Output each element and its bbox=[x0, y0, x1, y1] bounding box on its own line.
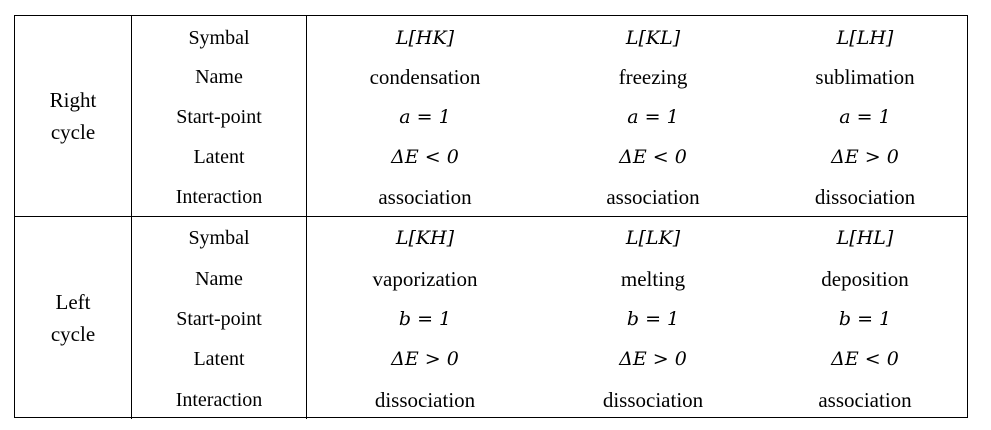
cell-symbol: L[LH] bbox=[836, 27, 894, 49]
row-label-symbol: Symbal bbox=[188, 26, 250, 49]
left-latent-row bbox=[307, 339, 967, 379]
right-start-row bbox=[307, 97, 967, 137]
cell-latent: ΔE > 0 bbox=[391, 348, 459, 370]
row-label-start-point: Start-point bbox=[176, 307, 262, 330]
cell-start-point: b = 1 bbox=[626, 308, 680, 330]
cell-latent: ΔE < 0 bbox=[391, 146, 459, 168]
right-cycle-property-labels bbox=[132, 16, 307, 216]
left-cycle-label bbox=[15, 217, 132, 419]
right-symbol-row bbox=[307, 18, 967, 58]
row-label-latent: Latent bbox=[193, 145, 245, 168]
left-cycle-property-labels bbox=[132, 217, 307, 419]
row-label-interaction: Interaction bbox=[175, 185, 263, 208]
cell-start-point: a = 1 bbox=[839, 106, 891, 128]
right-cycle-label-line2: cycle bbox=[50, 120, 96, 144]
cell-start-point: a = 1 bbox=[399, 106, 451, 128]
cell-latent: ΔE > 0 bbox=[831, 146, 899, 168]
cell-start-point: b = 1 bbox=[398, 308, 452, 330]
cell-latent: ΔE < 0 bbox=[619, 146, 687, 168]
cell-name: vaporization bbox=[372, 266, 478, 291]
cell-interaction: association bbox=[378, 184, 472, 209]
row-label-symbol: Symbal bbox=[188, 226, 250, 249]
right-cycle-label-line1: Right bbox=[49, 88, 97, 112]
cell-interaction: association bbox=[818, 387, 912, 412]
cell-interaction: dissociation bbox=[602, 387, 704, 412]
cell-name: condensation bbox=[369, 64, 481, 89]
right-cycle-block bbox=[15, 16, 967, 217]
cell-symbol: L[KL] bbox=[625, 27, 681, 49]
cell-start-point: a = 1 bbox=[627, 106, 679, 128]
cell-start-point: b = 1 bbox=[838, 308, 892, 330]
left-cycle-block bbox=[15, 217, 967, 419]
cell-interaction: association bbox=[606, 184, 700, 209]
right-cycle-label bbox=[15, 16, 132, 216]
phase-transition-table bbox=[14, 15, 968, 418]
row-label-name: Name bbox=[195, 65, 243, 88]
row-label-interaction: Interaction bbox=[175, 388, 263, 411]
cell-name: freezing bbox=[618, 64, 688, 89]
left-name-row bbox=[307, 259, 967, 299]
cell-latent: ΔE > 0 bbox=[619, 348, 687, 370]
cell-name: deposition bbox=[821, 266, 909, 291]
cell-interaction: dissociation bbox=[814, 184, 916, 209]
cell-symbol: L[KH] bbox=[395, 227, 455, 249]
row-label-name: Name bbox=[195, 267, 243, 290]
cell-latent: ΔE < 0 bbox=[831, 348, 899, 370]
right-name-row bbox=[307, 57, 967, 97]
left-cycle-values bbox=[307, 217, 967, 419]
right-latent-row bbox=[307, 137, 967, 177]
cell-interaction: dissociation bbox=[374, 387, 476, 412]
left-symbol-row bbox=[307, 218, 967, 258]
right-cycle-values bbox=[307, 16, 967, 216]
left-interaction-row bbox=[307, 380, 967, 420]
cell-name: sublimation bbox=[815, 64, 915, 89]
row-label-start-point: Start-point bbox=[176, 105, 262, 128]
right-interaction-row bbox=[307, 177, 967, 217]
cell-symbol: L[LK] bbox=[625, 227, 681, 249]
cell-symbol: L[HL] bbox=[836, 227, 894, 249]
cell-name: melting bbox=[620, 266, 686, 291]
left-cycle-label-line1: Left bbox=[55, 290, 91, 314]
row-label-latent: Latent bbox=[193, 347, 245, 370]
left-cycle-label-line2: cycle bbox=[50, 322, 96, 346]
cell-symbol: L[HK] bbox=[395, 27, 455, 49]
left-start-row bbox=[307, 299, 967, 339]
